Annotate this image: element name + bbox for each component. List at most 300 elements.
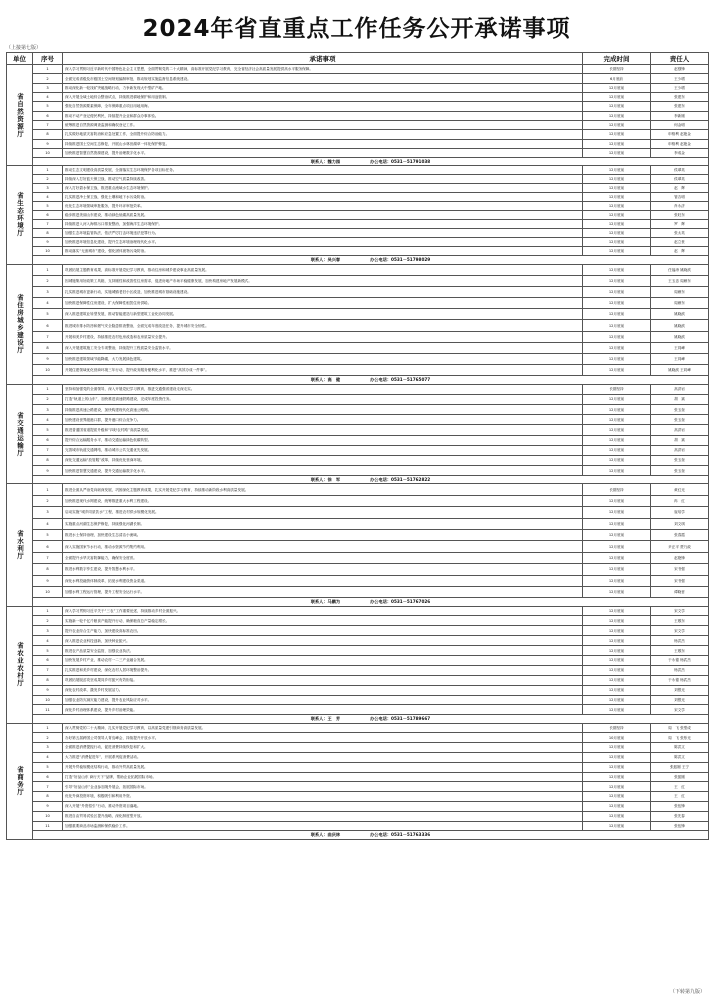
contact-phone: 办公电话：0531－51791038 bbox=[370, 158, 431, 164]
table-row bbox=[7, 675, 709, 685]
task-cell: 优化外商投资环境，积极吸引和利用外资。 bbox=[63, 792, 583, 802]
deadline-cell: 12月底前 bbox=[583, 646, 651, 656]
responsible-cell: 张伍锋 bbox=[651, 801, 709, 811]
deadline-cell: 12月底前 bbox=[583, 320, 651, 331]
continued-from-note: （上接第七版） bbox=[6, 45, 42, 51]
task-cell: 办好第五届跨国公司领导人青岛峰会，持续提升开放水平。 bbox=[63, 733, 583, 743]
seq-cell: 7 bbox=[33, 120, 63, 129]
deadline-cell: 12月底前 bbox=[583, 772, 651, 782]
table-row bbox=[7, 541, 709, 552]
table-row bbox=[7, 130, 709, 139]
seq-cell: 3 bbox=[33, 83, 63, 92]
table-row bbox=[7, 202, 709, 211]
seq-cell: 6 bbox=[33, 656, 63, 666]
seq-cell: 3 bbox=[33, 507, 63, 518]
contact-person: 联系人：王 芳 bbox=[310, 715, 341, 721]
header-task: 承诺事项 bbox=[63, 53, 583, 65]
seq-cell: 6 bbox=[33, 541, 63, 552]
deadline-cell: 12月底前 bbox=[583, 782, 651, 792]
task-cell: 深入打好碧水保卫战，推进重点流域水生态环境保护。 bbox=[63, 184, 583, 193]
table-row bbox=[7, 425, 709, 435]
deadline-cell: 12月底前 bbox=[583, 166, 651, 175]
deadline-cell: 12月底前 bbox=[583, 705, 651, 715]
table-row bbox=[7, 792, 709, 802]
responsible-cell: 赵强锋 bbox=[651, 65, 709, 74]
seq-cell: 2 bbox=[33, 275, 63, 286]
responsible-cell: 宋文学 bbox=[651, 606, 709, 616]
deadline-cell: 12月底前 bbox=[583, 415, 651, 425]
responsible-cell: 王 红 bbox=[651, 782, 709, 792]
contact-phone: 办公电话：0531－51789667 bbox=[370, 715, 431, 721]
seq-cell: 9 bbox=[33, 801, 63, 811]
table-row bbox=[7, 552, 709, 563]
seq-cell: 8 bbox=[33, 130, 63, 139]
deadline-cell: 长期坚持 bbox=[583, 484, 651, 495]
task-cell: 深入贯彻党的二十大精神，扎实开展党纪学习教育，以高质量党建引领商务高质量发展。 bbox=[63, 723, 583, 733]
responsible-cell: 杨武杰 bbox=[651, 665, 709, 675]
deadline-cell: 12月底前 bbox=[583, 238, 651, 247]
task-cell: 持续深入打好蓝天保卫战，推动空气质量持续改善。 bbox=[63, 175, 583, 184]
seq-cell: 9 bbox=[33, 139, 63, 148]
task-cell: 统筹推进自然资源调查监测和确权登记工作。 bbox=[63, 120, 583, 129]
seq-cell: 6 bbox=[33, 772, 63, 782]
table-row bbox=[7, 394, 709, 404]
deadline-cell: 12月底前 bbox=[583, 220, 651, 229]
responsible-cell: 张振刚 bbox=[651, 772, 709, 782]
seq-cell: 2 bbox=[33, 74, 63, 83]
responsible-cell: 侯翠英 bbox=[651, 175, 709, 184]
seq-cell: 11 bbox=[33, 821, 63, 831]
header-responsible: 责任人 bbox=[651, 53, 709, 65]
task-cell: 实施新一轮千亿斤粮食产能提升行动，确保粮食总产量稳定增长。 bbox=[63, 616, 583, 626]
task-cell: 持续推进国土空间生态修复，开展山水林田湖草一体化保护修复。 bbox=[63, 139, 583, 148]
table-row bbox=[7, 665, 709, 675]
task-cell: 坚持和加强党的全面领导，深入开展党纪学习教育，推进交通强省建设走深走实。 bbox=[63, 384, 583, 394]
unit-name: 省商务厅 bbox=[16, 766, 24, 797]
seq-cell: 6 bbox=[33, 111, 63, 120]
deadline-cell: 12月底前 bbox=[583, 762, 651, 772]
header-unit: 单位 bbox=[7, 53, 33, 65]
seq-cell: 2 bbox=[33, 733, 63, 743]
responsible-cell: 姚晓滨 bbox=[651, 320, 709, 331]
table-row bbox=[7, 365, 709, 376]
responsible-cell: 王少增 bbox=[651, 83, 709, 92]
contact-person: 联系人：徐 军 bbox=[310, 476, 341, 482]
deadline-cell: 12月底前 bbox=[583, 743, 651, 753]
task-cell: 扎实做好地质灾害防治和应急处置工作，全面提升综合防治能力。 bbox=[63, 130, 583, 139]
responsible-cell: 胡 斌 bbox=[651, 435, 709, 445]
seq-cell: 5 bbox=[33, 425, 63, 435]
deadline-cell: 12月底前 bbox=[583, 752, 651, 762]
seq-cell: 5 bbox=[33, 646, 63, 656]
responsible-cell: 侯翠英 bbox=[651, 166, 709, 175]
unit-cell bbox=[7, 606, 33, 723]
deadline-cell: 12月底前 bbox=[583, 202, 651, 211]
task-cell: 推进水利数字孪生建设，提升智慧水利水平。 bbox=[63, 564, 583, 575]
seq-cell: 8 bbox=[33, 792, 63, 802]
task-cell: 加强生态环境监管执法，依法严厉打击环境违法犯罪行为。 bbox=[63, 229, 583, 238]
seq-cell: 9 bbox=[33, 354, 63, 365]
table-header-row bbox=[7, 53, 709, 65]
responsible-cell: 陈武文 bbox=[651, 752, 709, 762]
page-title: 2024年省直重点工作任务公开承诺事项 bbox=[142, 16, 571, 42]
seq-cell: 3 bbox=[33, 626, 63, 636]
contact-row bbox=[7, 376, 709, 384]
responsible-cell: 张春霞 bbox=[651, 530, 709, 541]
responsible-cell: 高洪岩 bbox=[651, 445, 709, 455]
seq-cell: 1 bbox=[33, 384, 63, 394]
responsible-cell: 张太英 bbox=[651, 229, 709, 238]
table-row bbox=[7, 811, 709, 821]
task-cell: 开展外贸稳规模优结构行动，推动外贸高质量发展。 bbox=[63, 762, 583, 772]
task-cell: 扎实推进和美乡村建设，深化农村人居环境整治提升。 bbox=[63, 665, 583, 675]
task-cell: 持续推进高速公路建设，加快构建现代化高速公路网。 bbox=[63, 404, 583, 414]
table-row bbox=[7, 518, 709, 529]
table-row bbox=[7, 264, 709, 275]
responsible-cell: 刘银光 bbox=[651, 695, 709, 705]
responsible-cell: 申格利 赵艳金 bbox=[651, 130, 709, 139]
task-cell: 推进农产品质量安全监管，加强农业执法。 bbox=[63, 646, 583, 656]
seq-cell: 3 bbox=[33, 286, 63, 297]
responsible-cell: 高洪岩 bbox=[651, 384, 709, 394]
task-cell: 实施重点河湖生态保护修复，持续强化河湖长制。 bbox=[63, 518, 583, 529]
table-row bbox=[7, 466, 709, 476]
responsible-cell: 王同峰 bbox=[651, 342, 709, 353]
responsible-cell: 刘银光 bbox=[651, 685, 709, 695]
seq-cell: 3 bbox=[33, 404, 63, 414]
task-cell: 深入开展“外资招引”行动，推动外资项目落地。 bbox=[63, 801, 583, 811]
unit-name: 省水利厅 bbox=[16, 530, 24, 561]
responsible-cell: 周 飞 张型成 bbox=[651, 723, 709, 733]
deadline-cell: 12月底前 bbox=[583, 495, 651, 506]
table-row bbox=[7, 752, 709, 762]
responsible-cell: 李新刚 bbox=[651, 111, 709, 120]
task-cell: 深入学习贯彻习近平关于“三农”工作重要论述，持续推动乡村全面振兴。 bbox=[63, 606, 583, 616]
deadline-cell: 12月底前 bbox=[583, 530, 651, 541]
responsible-cell: 管吉明 bbox=[651, 193, 709, 202]
deadline-cell: 12月底前 bbox=[583, 111, 651, 120]
responsible-cell: 王敬东 bbox=[651, 646, 709, 656]
task-cell: 推动不动产登记便民利民，持续提升企业和群众办事体验。 bbox=[63, 111, 583, 120]
deadline-cell: 12月底前 bbox=[583, 541, 651, 552]
responsible-cell: 赵 辉 bbox=[651, 184, 709, 193]
task-cell: 加快推进现代水网建设，统筹推进重大水利工程建设。 bbox=[63, 495, 583, 506]
task-cell: 完善城市轨道交通网络，推动城市公共交通优先发展。 bbox=[63, 445, 583, 455]
responsible-cell: 王 红 bbox=[651, 792, 709, 802]
continued-to-note: （下转第九版） bbox=[669, 989, 705, 995]
deadline-cell: 12月底前 bbox=[583, 404, 651, 414]
responsible-cell: 赵艳锋 bbox=[651, 552, 709, 563]
seq-cell: 4 bbox=[33, 636, 63, 646]
responsible-cell: 张旺东 bbox=[651, 211, 709, 220]
table-row bbox=[7, 83, 709, 92]
table-row bbox=[7, 484, 709, 495]
seq-cell: 4 bbox=[33, 298, 63, 309]
responsible-cell: 何金明 bbox=[651, 120, 709, 129]
seq-cell: 10 bbox=[33, 586, 63, 597]
table-row bbox=[7, 93, 709, 102]
task-cell: 全面完成省级及市级国土空间规划编制审批，推动规划实施监督信息系统建设。 bbox=[63, 74, 583, 83]
responsible-cell: 张玉奎 bbox=[651, 404, 709, 414]
deadline-cell: 12月底前 bbox=[583, 139, 651, 148]
task-cell: 加快推进智慧自然资源建设，提升治理数字化水平。 bbox=[63, 148, 583, 157]
deadline-cell: 12月底前 bbox=[583, 586, 651, 597]
table-row bbox=[7, 723, 709, 733]
deadline-cell: 12月底前 bbox=[583, 821, 651, 831]
contact-person: 联系人：吴兴春 bbox=[310, 256, 341, 262]
contact-row bbox=[7, 715, 709, 723]
responsible-cell: 周雁东 bbox=[651, 298, 709, 309]
deadline-cell: 12月底前 bbox=[583, 229, 651, 238]
task-cell: 加强重要商品市场监测和保供稳价工作。 bbox=[63, 821, 583, 831]
table-row bbox=[7, 495, 709, 506]
task-cell: 深入推进建筑业转型发展，推动智能建造与新型建筑工业化协同发展。 bbox=[63, 309, 583, 320]
deadline-cell: 12月底前 bbox=[583, 675, 651, 685]
task-cell: 提升农业综合生产能力，加快建设高标准农田。 bbox=[63, 626, 583, 636]
deadline-cell: 12月底前 bbox=[583, 175, 651, 184]
seq-cell: 10 bbox=[33, 811, 63, 821]
unit-name: 省农业农村厅 bbox=[16, 642, 24, 688]
responsible-cell: 冉 红 bbox=[651, 495, 709, 506]
responsible-cell: 刘文琪 bbox=[651, 518, 709, 529]
responsible-cell: 张振刚 王宁 bbox=[651, 762, 709, 772]
task-cell: 巩固拓展脱贫攻坚成果同乡村振兴有效衔接。 bbox=[63, 675, 583, 685]
seq-cell: 5 bbox=[33, 102, 63, 111]
responsible-cell: 王玉忠 周雁东 bbox=[651, 275, 709, 286]
deadline-cell: 长期坚持 bbox=[583, 65, 651, 74]
table-row bbox=[7, 298, 709, 309]
contact-row bbox=[7, 158, 709, 166]
seq-cell: 1 bbox=[33, 65, 63, 74]
deadline-cell: 12月底前 bbox=[583, 564, 651, 575]
task-cell: 全面提升水旱灾害防御能力，确保安全度汛。 bbox=[63, 552, 583, 563]
task-cell: 全面推进消费提振行动，促进消费持续恢复和扩大。 bbox=[63, 743, 583, 753]
responsible-cell: 宋书强 bbox=[651, 575, 709, 586]
responsible-cell: 姚晓滨 bbox=[651, 331, 709, 342]
seq-cell: 2 bbox=[33, 394, 63, 404]
seq-cell: 1 bbox=[33, 484, 63, 495]
contact-phone: 办公电话：0531－51767026 bbox=[370, 598, 431, 604]
seq-cell: 9 bbox=[33, 685, 63, 695]
task-cell: 大力推进“消费促进年”，开展系列促消费活动。 bbox=[63, 752, 583, 762]
table-row bbox=[7, 772, 709, 782]
table-row bbox=[7, 743, 709, 753]
seq-cell: 7 bbox=[33, 445, 63, 455]
deadline-cell: 12月底前 bbox=[583, 286, 651, 297]
task-cell: 深化水利投融资体制改革，拓宽水利建设资金渠道。 bbox=[63, 575, 583, 586]
seq-cell: 8 bbox=[33, 342, 63, 353]
seq-cell: 1 bbox=[33, 264, 63, 275]
seq-cell: 2 bbox=[33, 495, 63, 506]
seq-cell: 9 bbox=[33, 238, 63, 247]
header-deadline: 完成时间 bbox=[583, 53, 651, 65]
deadline-cell: 12月底前 bbox=[583, 102, 651, 111]
table-row bbox=[7, 220, 709, 229]
task-cell: 提升综合运输服务水平，推动交通运输绿色低碳转型。 bbox=[63, 435, 583, 445]
deadline-cell: 12月底前 bbox=[583, 616, 651, 626]
task-cell: 加强农业防灾减灾能力建设，提升农业风险应对水平。 bbox=[63, 695, 583, 705]
deadline-cell: 12月底前 bbox=[583, 811, 651, 821]
deadline-cell: 12月底前 bbox=[583, 552, 651, 563]
task-cell: 推动生态文明建设高质量发展，全面落实生态环境保护各项目标任务。 bbox=[63, 166, 583, 175]
contact-cell bbox=[33, 715, 709, 723]
contact-cell bbox=[33, 831, 709, 839]
seq-cell: 9 bbox=[33, 466, 63, 476]
deadline-cell: 12月底前 bbox=[583, 394, 651, 404]
seq-cell: 4 bbox=[33, 415, 63, 425]
contact-row bbox=[7, 256, 709, 264]
task-cell: 深化乡村治理体系建设，提升乡村治理效能。 bbox=[63, 705, 583, 715]
seq-cell: 6 bbox=[33, 435, 63, 445]
table-body bbox=[7, 65, 709, 839]
deadline-cell: 12月底前 bbox=[583, 298, 651, 309]
table-row bbox=[7, 229, 709, 238]
responsible-cell: 杨武杰 bbox=[651, 636, 709, 646]
seq-cell: 5 bbox=[33, 202, 63, 211]
table-row bbox=[7, 139, 709, 148]
seq-cell: 4 bbox=[33, 193, 63, 202]
seq-cell: 4 bbox=[33, 93, 63, 102]
seq-cell: 7 bbox=[33, 552, 63, 563]
seq-cell: 11 bbox=[33, 705, 63, 715]
deadline-cell: 12月底前 bbox=[583, 636, 651, 646]
task-cell: 推动落实“无废城市”建设，强化固体废物污染防治。 bbox=[63, 247, 583, 256]
task-cell: 深入开展全域土地综合整治试点，持续推进耕地保护和用途管制。 bbox=[63, 93, 583, 102]
task-cell: 推进全面从严治党向纵深发展，巩固深化主题教育成果，扎实开展党纪学习教育，持续推动新阶段水利高质量发展。 bbox=[63, 484, 583, 495]
task-cell: 加快推进保障性住房建设，扩大保障性租赁住房供给。 bbox=[63, 298, 583, 309]
task-cell: 打造“好品山东 商行天下”品牌，帮助企业拓展国际市场。 bbox=[63, 772, 583, 782]
deadline-cell: 12月底前 bbox=[583, 466, 651, 476]
task-cell: 加快推进环境信息化建设，提升生态环境治理现代化水平。 bbox=[63, 238, 583, 247]
seq-cell: 5 bbox=[33, 309, 63, 320]
seq-cell: 5 bbox=[33, 762, 63, 772]
deadline-cell: 12月底前 bbox=[583, 309, 651, 320]
deadline-cell: 12月底前 bbox=[583, 275, 651, 286]
task-cell: 深入开展建筑施工安全专项整治，持续提升工程质量安全监管水平。 bbox=[63, 342, 583, 353]
seq-cell: 6 bbox=[33, 211, 63, 220]
task-cell: 推进城市排水防涝和燃气安全隐患排查整治，全面完成年度改造任务，提升城市安全韧性。 bbox=[63, 320, 583, 331]
contact-cell bbox=[33, 598, 709, 606]
contact-cell bbox=[33, 376, 709, 384]
table-row bbox=[7, 606, 709, 616]
responsible-cell: 宋书强 bbox=[651, 564, 709, 575]
responsible-cell: 罗 辉 bbox=[651, 220, 709, 229]
task-cell: 强化自然资源要素保障，全年保障重点项目用地用海。 bbox=[63, 102, 583, 111]
deadline-cell: 12月底前 bbox=[583, 211, 651, 220]
responsible-cell: 于永德 杨武杰 bbox=[651, 656, 709, 666]
seq-cell: 10 bbox=[33, 247, 63, 256]
seq-cell: 7 bbox=[33, 331, 63, 342]
task-cell: 深入学习贯彻习近平新时代中国特色社会主义思想，全面贯彻党的二十大精神，高标准开展党纪学习教育，完全省经济社会高质量发展提供高水平服务保障。 bbox=[63, 65, 583, 74]
seq-cell: 8 bbox=[33, 564, 63, 575]
unit-cell bbox=[7, 484, 33, 606]
table-row bbox=[7, 74, 709, 83]
task-cell: 开展和美乡村建设，持续推进农村危房改造和农房质量安全提升。 bbox=[63, 331, 583, 342]
task-cell: 扎实推进净土保卫战，强化土壤和地下水污染防治。 bbox=[63, 193, 583, 202]
task-cell: 深化交通运输“放管服”改革，持续优化营商环境。 bbox=[63, 455, 583, 465]
table-row bbox=[7, 705, 709, 715]
seq-cell: 3 bbox=[33, 184, 63, 193]
table-row bbox=[7, 166, 709, 175]
table-row bbox=[7, 286, 709, 297]
deadline-cell: 12月底前 bbox=[583, 665, 651, 675]
table-row bbox=[7, 415, 709, 425]
table-row bbox=[7, 309, 709, 320]
deadline-cell: 12月底前 bbox=[583, 685, 651, 695]
table-row bbox=[7, 626, 709, 636]
table-row bbox=[7, 646, 709, 656]
unit-name: 省交通运输厅 bbox=[16, 411, 24, 457]
deadline-cell: 12月底前 bbox=[583, 130, 651, 139]
seq-cell: 6 bbox=[33, 320, 63, 331]
table-row bbox=[7, 384, 709, 394]
deadline-cell: 12月底前 bbox=[583, 93, 651, 102]
unit-cell bbox=[7, 166, 33, 264]
seq-cell: 4 bbox=[33, 518, 63, 529]
table-row bbox=[7, 111, 709, 120]
task-cell: 加快推进建筑领域节能降碳，大力发展绿色建筑。 bbox=[63, 354, 583, 365]
table-row bbox=[7, 148, 709, 157]
commitments-table bbox=[6, 52, 709, 840]
seq-cell: 8 bbox=[33, 675, 63, 685]
table-row bbox=[7, 445, 709, 455]
table-row bbox=[7, 762, 709, 772]
deadline-cell: 12月底前 bbox=[583, 365, 651, 376]
responsible-cell: 谭晓晋 bbox=[651, 586, 709, 597]
task-cell: 推进自由贸易试验区提升战略，深化制度型开放。 bbox=[63, 811, 583, 821]
table-row bbox=[7, 102, 709, 111]
responsible-cell: 姚晓滨 王同峰 bbox=[651, 365, 709, 376]
seq-cell: 3 bbox=[33, 743, 63, 753]
responsible-cell: 申格利 赵艳金 bbox=[651, 139, 709, 148]
table-row bbox=[7, 331, 709, 342]
table-row bbox=[7, 211, 709, 220]
contact-phone: 办公电话：0531－51763336 bbox=[370, 831, 431, 837]
contact-person: 联系人：魏力园 bbox=[310, 158, 341, 164]
contact-row bbox=[7, 598, 709, 606]
contact-cell bbox=[33, 476, 709, 484]
table-row bbox=[7, 247, 709, 256]
deadline-cell: 12月底前 bbox=[583, 792, 651, 802]
deadline-cell: 12月底前 bbox=[583, 626, 651, 636]
task-cell: 加快推进智慧交通建设，提升交通运输数字化水平。 bbox=[63, 466, 583, 476]
seq-cell: 8 bbox=[33, 455, 63, 465]
unit-cell bbox=[7, 384, 33, 484]
table-row bbox=[7, 782, 709, 792]
task-cell: 优化生态环境领域审批服务，提升环评审批效率。 bbox=[63, 202, 583, 211]
responsible-cell: 宋文学 bbox=[651, 626, 709, 636]
contact-cell bbox=[33, 158, 709, 166]
task-cell: 持续推进入河入海排污口排查整治，加强海洋生态环境保护。 bbox=[63, 220, 583, 229]
contact-cell bbox=[33, 256, 709, 264]
task-cell: 扎实推进城市更新行动，实施城镇老旧小区改造，加快推进城市基础设施建设。 bbox=[63, 286, 583, 297]
responsible-cell: 姚晓滨 bbox=[651, 309, 709, 320]
deadline-cell: 12月底前 bbox=[583, 455, 651, 465]
table-row bbox=[7, 695, 709, 705]
table-row bbox=[7, 530, 709, 541]
deadline-cell: 12月底前 bbox=[583, 247, 651, 256]
task-cell: 推进普通国省道提质升级和“四好农村路”高质量发展。 bbox=[63, 425, 583, 435]
unit-cell bbox=[7, 723, 33, 839]
table-row bbox=[7, 435, 709, 445]
deadline-cell: 12月底前 bbox=[583, 507, 651, 518]
responsible-cell: 宋文学 bbox=[651, 705, 709, 715]
responsible-cell: 张建东 bbox=[651, 93, 709, 102]
table-row bbox=[7, 193, 709, 202]
seq-cell: 7 bbox=[33, 782, 63, 792]
task-cell: 加快发展乡村产业，推动农村一二三产业融合发展。 bbox=[63, 656, 583, 666]
seq-cell: 7 bbox=[33, 220, 63, 229]
